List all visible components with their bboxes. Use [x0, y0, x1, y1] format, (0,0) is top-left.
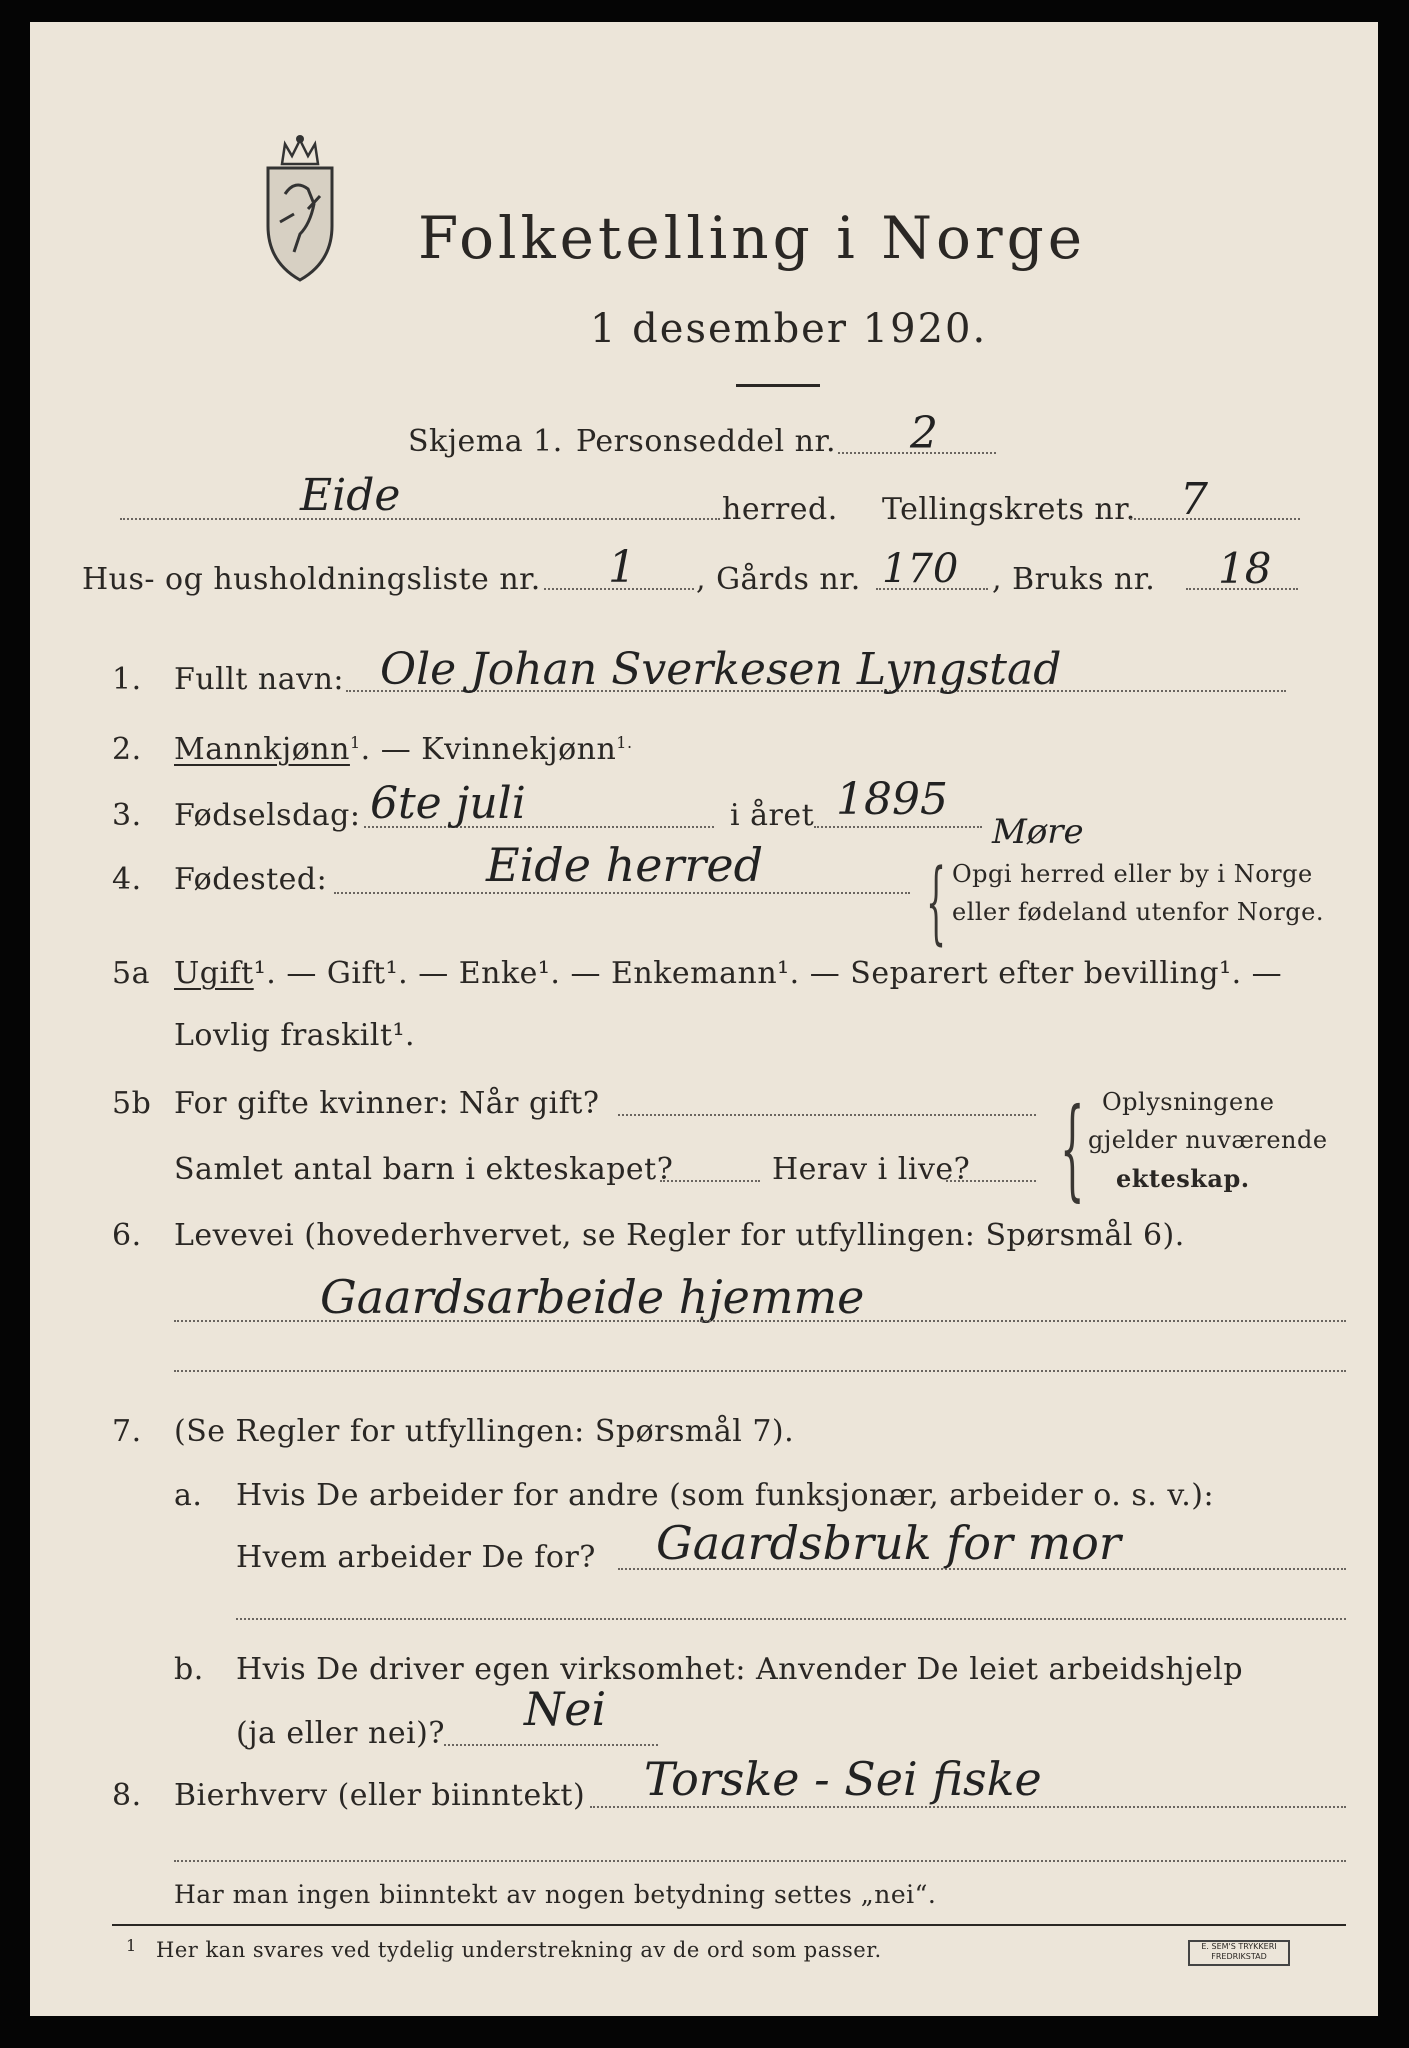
- footnote-text: Her kan svares ved tydelig understrekning av de ord som passer.: [156, 1938, 882, 1962]
- q7a-label: Hvis De arbeider for andre (som funksjonær, arbeider o. s. v.):: [236, 1478, 1215, 1513]
- q5a-line-2: Lovlig fraskilt¹.: [174, 1018, 416, 1053]
- personseddel-label: Personseddel nr.: [576, 424, 837, 459]
- q3-value: 6te juli: [370, 778, 526, 829]
- q3-label: Fødselsdag:: [174, 798, 361, 833]
- gards-value: 170: [882, 546, 959, 592]
- q2-male-option: Mannkjønn: [174, 732, 350, 767]
- herred-value: Eide: [300, 470, 401, 521]
- q4-note-2: eller fødeland utenfor Norge.: [952, 898, 1325, 926]
- bruks-label: , Bruks nr.: [992, 562, 1156, 597]
- q5a-options: Ugift¹. — Gift¹. — Enke¹. — Enkemann¹. — Separert efter bevilling¹. —: [174, 956, 1283, 991]
- q7-label: (Se Regler for utfyllingen: Spørsmål 7).: [174, 1414, 795, 1449]
- q1-number: 1.: [112, 662, 142, 697]
- q5a-ugift-option: Ugift: [174, 956, 254, 991]
- q4-note-1: Opgi herred eller by i Norge: [952, 860, 1313, 888]
- footnote-number: 1: [126, 1936, 137, 1955]
- herred-label: herred.: [722, 492, 838, 527]
- q6-value: Gaardsarbeide hjemme: [320, 1270, 865, 1324]
- q5b-label: For gifte kvinner: Når gift?: [174, 1086, 600, 1121]
- q5b-alive-label: Herav i live?: [772, 1152, 971, 1187]
- no-income-note: Har man ingen biinntekt av nogen betydning settes „nei“.: [174, 1880, 937, 1909]
- q8-number: 8.: [112, 1778, 142, 1813]
- q2-number: 2.: [112, 732, 142, 767]
- census-form: [30, 22, 1378, 2016]
- title-divider: [736, 384, 820, 387]
- q8-label: Bierhverv (eller biinntekt): [174, 1778, 586, 1813]
- q7b-value: Nei: [524, 1682, 607, 1736]
- bruks-value: 18: [1218, 544, 1272, 593]
- schema-label: Skjema 1.: [408, 424, 563, 459]
- q5b-note-2: gjelder nuværende: [1088, 1126, 1328, 1154]
- personseddel-value: 2: [910, 408, 938, 459]
- q1-value: Ole Johan Sverkesen Lyngstad: [380, 644, 1062, 695]
- q2-female-option: . — Kvinnekjønn: [360, 732, 617, 767]
- form-title: Folketelling i Norge: [418, 204, 1087, 272]
- q7a-line-2: Hvem arbeider De for?: [236, 1540, 596, 1575]
- q7-number: 7.: [112, 1414, 142, 1449]
- q3-year-value: 1895: [836, 774, 948, 825]
- hus-value: 1: [608, 542, 636, 593]
- q7b-line-2: (ja eller nei)?: [236, 1716, 445, 1751]
- q4-number: 4.: [112, 862, 142, 897]
- q4-brace: {: [926, 850, 947, 955]
- census-date: 1 desember 1920.: [590, 306, 988, 352]
- q8-value: Torske - Sei fiske: [644, 1752, 1042, 1806]
- q7b-label: Hvis De driver egen virksomhet: Anvender De leiet arbeidshjelp: [236, 1652, 1244, 1687]
- tellingskrets-value: 7: [1180, 474, 1208, 525]
- q3-number: 3.: [112, 798, 142, 833]
- q5b-note-1: Oplysningene: [1102, 1088, 1275, 1116]
- q7a-number: a.: [174, 1478, 203, 1513]
- q4-value: Eide herred: [486, 838, 764, 892]
- hus-label: Hus- og husholdningsliste nr.: [82, 562, 541, 597]
- q7b-number: b.: [174, 1652, 204, 1687]
- q7a-value: Gaardsbruk for mor: [656, 1516, 1121, 1570]
- q6-number: 6.: [112, 1218, 142, 1253]
- q4-label: Fødested:: [174, 862, 328, 897]
- q1-label: Fullt navn:: [174, 662, 345, 697]
- q3-year-label: i året: [730, 798, 815, 833]
- q4-extra-value: Møre: [992, 812, 1084, 852]
- coat-of-arms-icon: [250, 134, 350, 284]
- q5b-note-3: ekteskap.: [1116, 1164, 1250, 1193]
- printer-mark: E. SEM'S TRYKKERI FREDRIKSTAD: [1188, 1940, 1290, 1966]
- q5b-children-label: Samlet antal barn i ekteskapet?: [174, 1152, 674, 1187]
- q2-options: Mannkjønn$^1$. — Kvinnekjønn$^{1.}$: [174, 732, 633, 767]
- tellingskrets-label: Tellingskrets nr.: [882, 492, 1136, 527]
- q6-label: Levevei (hovederhvervet, se Regler for utfyllingen: Spørsmål 6).: [174, 1218, 1185, 1253]
- q5a-number: 5a: [112, 956, 150, 991]
- q5b-number: 5b: [112, 1086, 152, 1121]
- footnote-divider: [112, 1924, 1346, 1926]
- gards-label: , Gårds nr.: [696, 562, 861, 597]
- q5b-brace: {: [1060, 1084, 1085, 1212]
